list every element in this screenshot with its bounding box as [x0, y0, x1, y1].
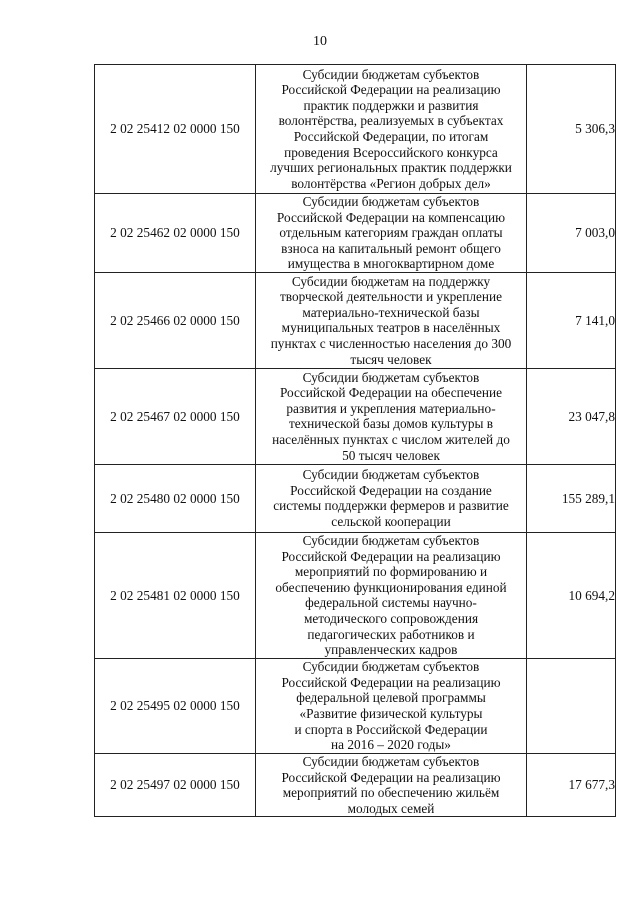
table-row [95, 464, 616, 532]
amount-cell: 7 141,0 [527, 272, 616, 368]
description-line: обеспечению функционирования единой [275, 579, 507, 595]
description-line: волонтёрства «Регион добрых дел» [291, 175, 491, 191]
description-cell [256, 464, 527, 532]
description-cell [256, 368, 527, 464]
description-line: Российской Федерации на компенсацию [276, 209, 506, 225]
page-number: 10 [313, 34, 327, 49]
budget-code-cell: 2 02 25462 02 0000 150 [95, 194, 256, 273]
description-cell [256, 194, 527, 273]
description-line: управленческих кадров [324, 642, 458, 658]
table-row [95, 368, 616, 464]
description-line: Российской Федерации на реализацию [281, 674, 501, 690]
table-row [95, 65, 616, 194]
description-line: Российской Федерации на реализацию [281, 82, 501, 98]
description-line: Российской Федерации, по итогам [293, 129, 489, 144]
description-line: отдельным категориям граждан оплаты [279, 225, 503, 241]
table-row [95, 272, 616, 368]
description-line: Российской Федерации на реализацию [281, 769, 501, 785]
amount-cell: 23 047,8 [527, 368, 616, 464]
description-line: развития и укрепления материально- [286, 400, 496, 416]
description-line: практик поддержки и развития [303, 97, 479, 113]
budget-code-cell: 2 02 25497 02 0000 150 [95, 753, 256, 816]
budget-code-cell: 2 02 25412 02 0000 150 [95, 65, 256, 194]
table-row [95, 194, 616, 273]
description-line: населённых пунктах с числом жителей до [272, 432, 510, 448]
table-row [95, 532, 616, 658]
amount-cell: 17 677,3 [527, 753, 616, 816]
description-line: муниципальных театров в населённых [281, 320, 501, 336]
description-line: педагогических работников и [307, 626, 475, 642]
description-line: на 2016 – 2020 годы» [331, 737, 451, 753]
description-line: Субсидии бюджетам субъектов [302, 467, 480, 483]
description-line: федеральной системы научно- [305, 595, 477, 611]
amount-cell: 10 694,2 [527, 532, 616, 658]
table-row [95, 658, 616, 753]
description-line: «Развитие физической культуры [299, 705, 483, 721]
description-line: мероприятий по формированию и [294, 564, 488, 580]
description-line: Субсидии бюджетам на поддержку [291, 273, 491, 289]
description-line: Субсидии бюджетам субъектов [302, 753, 480, 769]
description-line: сельской кооперации [331, 514, 451, 530]
budget-code-cell: 2 02 25467 02 0000 150 [95, 368, 256, 464]
description-line: Субсидии бюджетам субъектов [302, 369, 480, 385]
description-line: Субсидии бюджетам субъектов [302, 659, 480, 675]
description-line: и спорта в Российской Федерации [294, 721, 488, 737]
amount-cell: 7 003,0 [527, 194, 616, 273]
description-cell [256, 753, 527, 816]
description-line: Российской Федерации на реализацию [281, 548, 501, 564]
description-cell [256, 532, 527, 658]
description-line: материально-технической базы [302, 304, 480, 320]
budget-code-cell: 2 02 25481 02 0000 150 [95, 532, 256, 658]
description-line: 50 тысяч человек [342, 447, 440, 463]
description-cell [256, 658, 527, 753]
budget-code-cell: 2 02 25495 02 0000 150 [95, 658, 256, 753]
description-line: волонтёрства, реализуемых в субъектах [278, 113, 504, 129]
description-line: творческой деятельности и укрепление [280, 289, 502, 305]
budget-code-cell: 2 02 25466 02 0000 150 [95, 272, 256, 368]
description-line: методического сопровождения [303, 611, 479, 627]
description-cell [256, 65, 527, 194]
description-line: имущества в многоквартирном доме [287, 256, 495, 272]
description-line: лучших региональных практик поддержки [270, 160, 512, 176]
budget-code-cell: 2 02 25480 02 0000 150 [95, 464, 256, 532]
description-line: Субсидии бюджетам субъектов [302, 533, 480, 549]
description-line: федеральной целевой программы [296, 690, 486, 706]
description-line: Российской Федерации на создание [290, 482, 492, 498]
description-line: системы поддержки фермеров и развитие [273, 498, 509, 514]
description-line: пунктах с численностью населения до 300 [270, 336, 512, 352]
description-line: Российской Федерации на обеспечение [279, 385, 503, 401]
amount-cell: 155 289,1 [527, 464, 616, 532]
table-row [95, 753, 616, 816]
table-body [95, 65, 616, 817]
description-line: Субсидии бюджетам субъектов [302, 66, 480, 82]
amount-cell: 5 306,3 [527, 65, 616, 194]
description-line: проведения Всероссийского конкурса [284, 144, 498, 160]
amount-cell [527, 658, 616, 753]
budget-table [94, 64, 616, 817]
description-line: взноса на капитальный ремонт общего [281, 240, 501, 256]
description-line: Субсидии бюджетам субъектов [302, 194, 480, 209]
description-line: технической базы домов культуры в [288, 416, 494, 432]
description-line: мероприятий по обеспечению жильём [282, 785, 500, 801]
description-cell [256, 272, 527, 368]
description-line: тысяч человек [350, 351, 432, 367]
description-line: молодых семей [347, 800, 435, 816]
